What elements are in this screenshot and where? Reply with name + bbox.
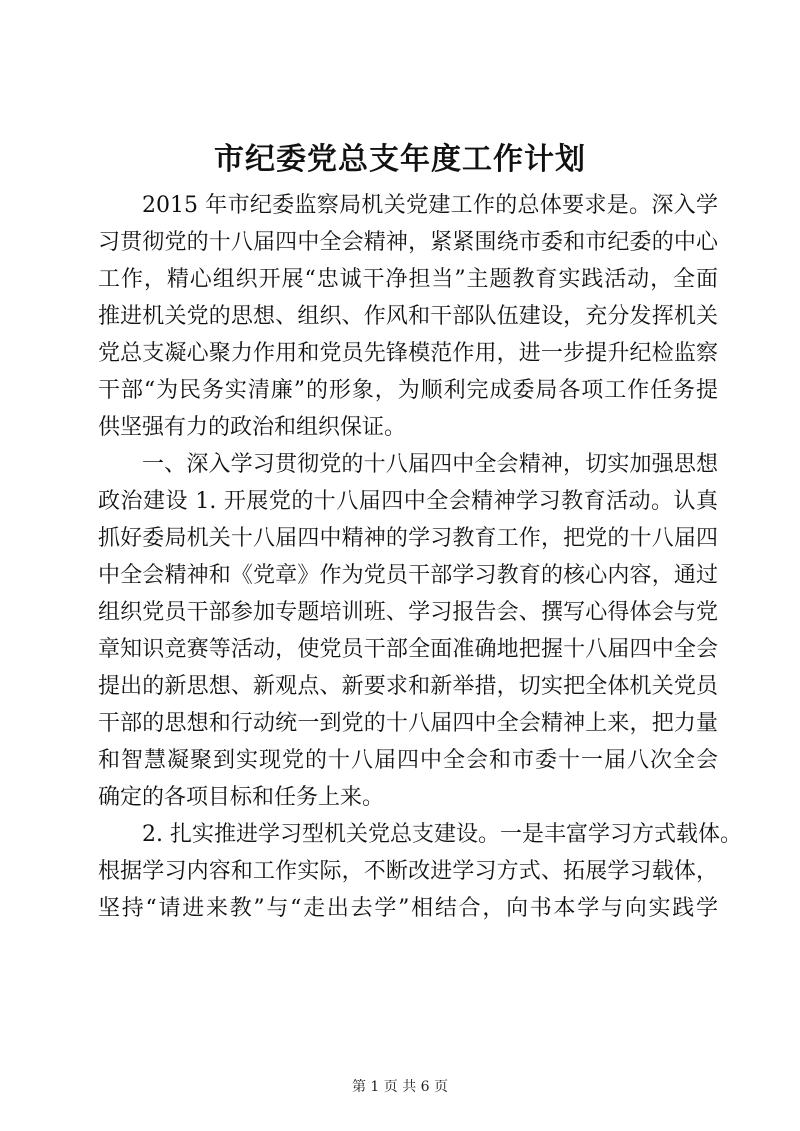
paragraph-2 bbox=[98, 446, 718, 816]
paragraph-line: 工作，精心组织开展“忠诚干净担当”主题教育实践活动，全面 bbox=[98, 267, 718, 292]
paragraph-line: 干部的思想和行动统一到党的十八届四中全会精神上来，把力量 bbox=[98, 711, 718, 736]
paragraph-line: 2. 扎实推进学习型机关党总支建设。一是丰富学习方式载体。 bbox=[142, 822, 742, 847]
paragraph-1 bbox=[98, 187, 718, 446]
paragraph-line: 坚持“请进来教”与“走出去学”相结合，向书本学与向实践学 bbox=[98, 896, 718, 921]
paragraph-line: 2015 年市纪委监察局机关党建工作的总体要求是。深入学 bbox=[142, 193, 718, 218]
paragraph-line: 推进机关党的思想、组织、作风和干部队伍建设，充分发挥机关 bbox=[98, 304, 718, 329]
paragraph-line: 根据学习内容和工作实际，不断改进学习方式、拓展学习载体， bbox=[98, 859, 718, 884]
paragraph-line: 干部“为民务实清廉”的形象，为顺利完成委局各项工作任务提 bbox=[98, 378, 718, 403]
paragraph-line: 供坚强有力的政治和组织保证。 bbox=[98, 415, 407, 440]
document-body bbox=[98, 187, 742, 927]
paragraph-line: 确定的各项目标和任务上来。 bbox=[98, 785, 385, 810]
paragraph-line: 习贯彻党的十八届四中全会精神，紧紧围绕市委和市纪委的中心 bbox=[98, 230, 718, 255]
paragraph-3 bbox=[98, 816, 742, 927]
paragraph-line: 提出的新思想、新观点、新要求和新举措，切实把全体机关党员 bbox=[98, 674, 718, 699]
paragraph-line: 一、深入学习贯彻党的十八届四中全会精神，切实加强思想 bbox=[142, 452, 718, 477]
paragraph-line: 和智慧凝聚到实现党的十八届四中全会和市委十一届八次全会 bbox=[98, 748, 718, 773]
paragraph-line: 党总支凝心聚力作用和党员先锋模范作用，进一步提升纪检监察 bbox=[98, 341, 718, 366]
paragraph-line: 组织党员干部参加专题培训班、学习报告会、撰写心得体会与党 bbox=[98, 600, 718, 625]
paragraph-line: 抓好委局机关十八届四中精神的学习教育工作，把党的十八届四 bbox=[98, 526, 718, 551]
document-title: 市纪委党总支年度工作计划 bbox=[214, 142, 586, 177]
paragraph-line: 政治建设 1. 开展党的十八届四中全会精神学习教育活动。认真 bbox=[98, 489, 718, 514]
paragraph-line: 中全会精神和《党章》作为党员干部学习教育的核心内容，通过 bbox=[98, 563, 718, 588]
paragraph-line: 章知识竞赛等活动，使党员干部全面准确地把握十八届四中全会 bbox=[98, 637, 718, 662]
page-number-footer: 第 1 页 共 6 页 bbox=[351, 1079, 449, 1095]
